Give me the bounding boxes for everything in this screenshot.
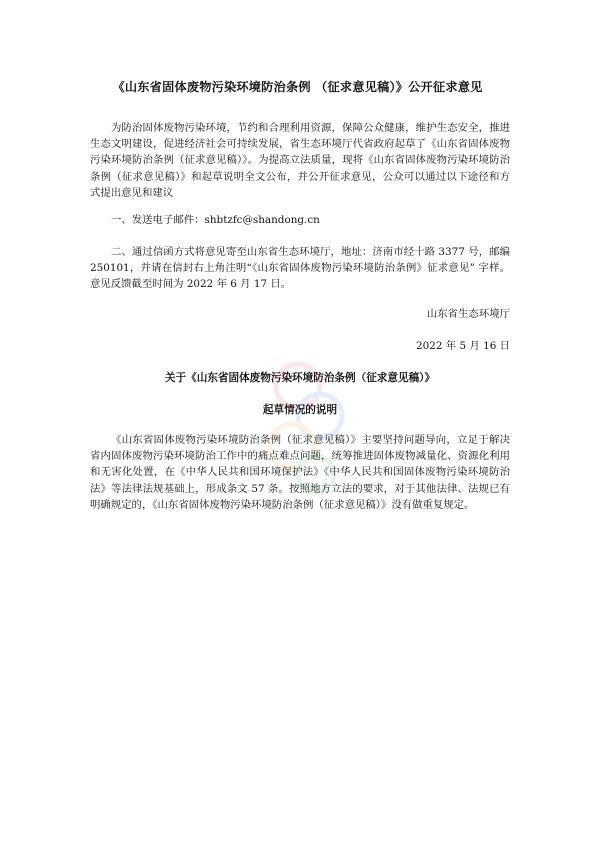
explanation-subheading: 起草情况的说明 bbox=[262, 404, 338, 416]
intro-paragraph: 为防治固体废物污染环境，节约和合理利用资源，保障公众健康，维护生态安全，推进生态文明建设，促进经济社会可持续发展，省生态环境厅代省政府起草了《山东省固体废物污染环境防治条例（征求意见稿）》。为提高立法质量，现将《山东省固体废物污染环境防治条例（征求意见稿）》和起草说明全文公布，并公开征求意见，公众可以通过以下途径和方式提出意见和建议 bbox=[90, 122, 510, 199]
issuing-organization: 山东省生态环境厅 bbox=[426, 308, 510, 320]
explanation-heading: 关于《山东省固体废物污染环境防治条例（征求意见稿）》 bbox=[164, 372, 436, 384]
issue-date: 2022 年 5 月 16 日 bbox=[416, 340, 510, 352]
document-title: 《山东省固体废物污染环境防治条例 （征求意见稿）》公开征求意见 bbox=[112, 80, 483, 94]
explanation-body: 《山东省固体废物污染环境防治条例（征求意见稿）》主要坚持问题导向，立足于解决省内固体废物污染环境防治工作中的痛点难点问题，统筹推进固体废物减量化、资源化利用和无害化处置，在《中华人民共和国环境保护法》《中华人民共和国固体废物污染环境防治法》等法律法规基础上，形成条文 57 条。按照地方立法的要求，对于其他法律、法规已有明确规定的，《山东省固体废物污染环境防治条例（征求意见稿）》没有做重复规定。 bbox=[90, 434, 510, 511]
letter-method: 二、通过信函方式将意见寄至山东省生态环境厅，地址：济南市经十路 3377 号，邮编 250101，并请在信封右上角注明“《山东省固体废物污染环境防治条例》征求意见” 字样。意见反馈截至时间为 2022 年 6 月 17 日。 bbox=[90, 246, 510, 291]
email-method: 一、发送电子邮件：shbtzfc@shandong.cn bbox=[111, 214, 320, 226]
